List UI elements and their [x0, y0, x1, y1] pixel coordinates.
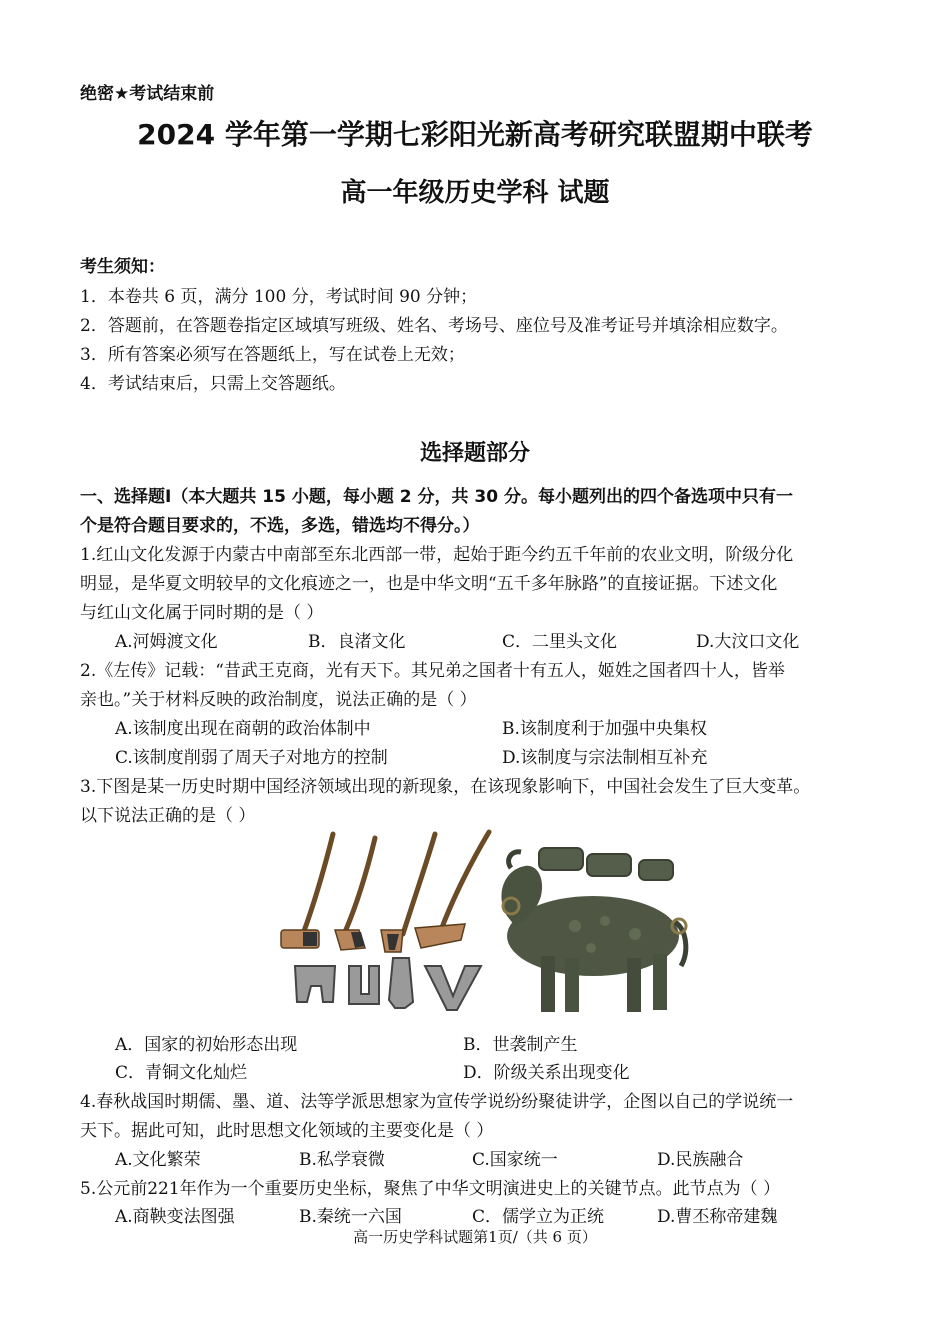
section-title: 选择题部分 [419, 440, 530, 466]
farming-tools-icon [275, 826, 695, 1020]
question-1-option-a[interactable]: A.河姆渡文化 [115, 632, 218, 652]
question-2-text: 亲也。”关于材料反映的政治制度，说法正确的是（ ） [80, 690, 477, 710]
question-5-option-a[interactable]: A.商鞅变法图强 [115, 1207, 235, 1227]
question-3-figure [275, 826, 695, 1020]
notice-item: 3．所有答案必须写在答题纸上，写在试卷上无效； [80, 345, 465, 365]
question-4-option-b[interactable]: B.私学衰微 [299, 1150, 385, 1170]
question-3-option-c[interactable]: C．青铜文化灿烂 [115, 1063, 248, 1083]
notice-heading: 考生须知： [80, 257, 165, 277]
question-1-option-d[interactable]: D.大汶口文化 [696, 632, 800, 652]
question-4-text: 天下。据此可知，此时思想文化领域的主要变化是（ ） [80, 1121, 494, 1141]
question-5-option-d[interactable]: D.曹丕称帝建魏 [657, 1207, 778, 1227]
question-5-text: 5.公元前221年作为一个重要历史坐标，聚焦了中华文明演进史上的关键节点。此节点为（ ） [80, 1179, 781, 1199]
part-instruction: 个是符合题目要求的，不选，多选，错选均不得分。） [80, 516, 480, 536]
question-1-option-c[interactable]: C．二里头文化 [502, 632, 618, 652]
part-instruction: 一、选择题Ⅰ（本大题共 15 小题，每小题 2 分，共 30 分。每小题列出的四个备选项中只有一 [80, 487, 793, 507]
question-3-option-a[interactable]: A．国家的初始形态出现 [115, 1035, 298, 1055]
notice-item: 4．考试结束后，只需上交答题纸。 [80, 374, 346, 394]
question-4-text: 4.春秋战国时期儒、墨、道、法等学派思想家为宣传学说纷纷聚徒讲学，企图以自己的学说统一 [80, 1092, 794, 1112]
notice-item: 2．答题前，在答题卷指定区域填写班级、姓名、考场号、座位号及准考证号并填涂相应数字。 [80, 316, 788, 336]
question-3-option-b[interactable]: B．世袭制产生 [463, 1035, 578, 1055]
question-5-option-c[interactable]: C．儒学立为正统 [472, 1207, 605, 1227]
question-1-text: 明显，是华夏文明较早的文化痕迹之一，也是中华文明“五千多年脉路”的直接证据。下述文化 [80, 574, 778, 594]
question-2-option-b[interactable]: B.该制度利于加强中央集权 [502, 719, 707, 739]
question-2-option-a[interactable]: A.该制度出现在商朝的政治体制中 [115, 719, 371, 739]
confidential-label: 绝密★考试结束前 [80, 84, 215, 104]
page-footer: 高一历史学科试题第1页/（共 6 页） [353, 1228, 597, 1246]
notice-item: 1．本卷共 6 页，满分 100 分，考试时间 90 分钟； [80, 287, 478, 307]
question-4-option-c[interactable]: C.国家统一 [472, 1150, 558, 1170]
question-1-text: 1.红山文化发源于内蒙古中南部至东北西部一带，起始于距今约五千年前的农业文明，阶级分化 [80, 545, 794, 565]
bronze-ox-zun-icon [501, 848, 686, 1012]
question-3-text: 3.下图是某一历史时期中国经济领域出现的新现象，在该现象影响下，中国社会发生了巨大变革。 [80, 777, 811, 797]
question-1-text: 与红山文化属于同时期的是（ ） [80, 603, 324, 623]
question-2-option-c[interactable]: C.该制度削弱了周天子对地方的控制 [115, 748, 388, 768]
exam-title: 2024 学年第一学期七彩阳光新高考研究联盟期中联考 [137, 118, 813, 151]
question-4-option-d[interactable]: D.民族融合 [657, 1150, 744, 1170]
question-4-option-a[interactable]: A.文化繁荣 [115, 1150, 201, 1170]
question-3-text: 以下说法正确的是（ ） [80, 806, 256, 826]
question-1-option-b[interactable]: B．良渚文化 [308, 632, 406, 652]
question-2-option-d[interactable]: D.该制度与宗法制相互补充 [502, 748, 708, 768]
question-3-option-d[interactable]: D．阶级关系出现变化 [463, 1063, 630, 1083]
exam-subtitle: 高一年级历史学科 试题 [340, 178, 610, 208]
question-2-text: 2.《左传》记载：“昔武王克商，光有天下。其兄弟之国者十有五人，姬姓之国者四十人，皆举 [80, 661, 785, 681]
question-5-option-b[interactable]: B.秦统一六国 [299, 1207, 402, 1227]
